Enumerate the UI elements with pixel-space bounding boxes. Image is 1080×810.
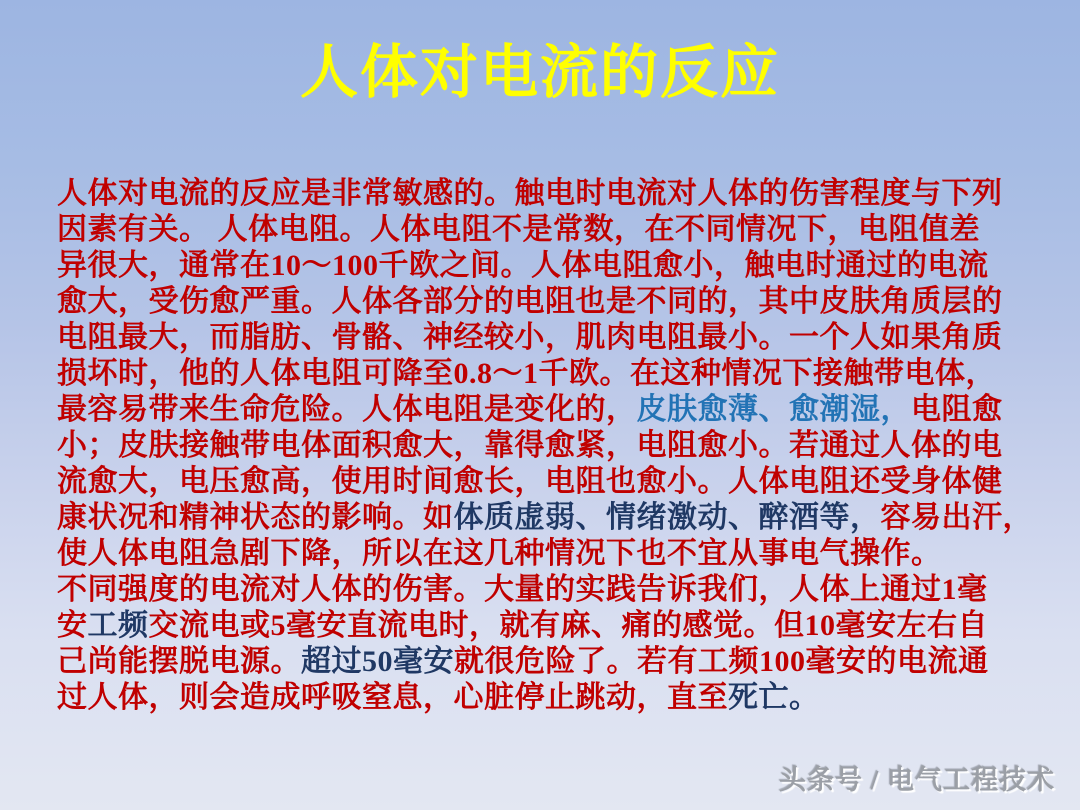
text-line (57, 212, 1025, 248)
text-line (57, 428, 1025, 464)
text-line (57, 680, 1025, 716)
text-segment: 过人体，则会造成呼吸窒息，心脏停止跳动，直至 (57, 681, 728, 714)
text-segment: 小；皮肤接触带电体面积愈大，靠得愈紧，电阻愈小。若通过人体的电 (57, 429, 1003, 462)
text-line (57, 356, 1025, 392)
watermark: 头条号 / 电气工程技术 (778, 765, 1055, 795)
text-line (57, 392, 1025, 428)
text-segment: 皮肤愈薄、愈潮湿， (636, 393, 911, 426)
text-line (57, 320, 1025, 356)
text-segment: 死亡。 (728, 681, 820, 714)
text-line (57, 284, 1025, 320)
body-text (57, 176, 1033, 716)
text-segment: 安 (57, 609, 88, 642)
text-segment: 交流电或5毫安直流电时，就有麻、痛的感觉。但10毫安左右自 (148, 609, 988, 642)
text-segment: 超过50毫安 (301, 645, 454, 678)
text-segment: 工频 (87, 609, 149, 642)
text-segment: 电阻愈 (911, 393, 1003, 426)
text-segment: 不同强度的电流对人体的伤害。大量的实践告诉我们，人体上通过1毫 (57, 573, 988, 606)
slide-title: 人体对电流的反应 (299, 40, 780, 105)
text-line (57, 644, 1025, 680)
text-line (57, 536, 1025, 572)
text-segment: 流愈大，电压愈高，使用时间愈长，电阻也愈小。人体电阻还受身体健 (57, 465, 1003, 498)
text-line (57, 500, 1033, 536)
text-segment: 因素有关。 人体电阻。人体电阻不是常数，在不同情况下，电阻值差 (57, 213, 980, 246)
text-segment: 愈大，受伤愈严重。人体各部分的电阻也是不同的，其中皮肤角质层的 (57, 285, 1003, 318)
text-segment: 己尚能摆脱电源。 (57, 645, 301, 678)
text-segment: 使人体电阻急剧下降，所以在这几种情况下也不宜从事电气操作。 (57, 537, 942, 570)
text-segment: 异很大，通常在10～100千欧之间。人体电阻愈小，触电时通过的电流 (57, 249, 989, 282)
text-segment: 人体对电流的反应是非常敏感的。触电时电流对人体的伤害程度与下列 (57, 177, 1003, 210)
text-segment: 就很危险了。若有工频100毫安的电流通 (454, 645, 989, 678)
text-line (57, 464, 1025, 500)
text-segment: 损坏时，他的人体电阻可降至0.8～1千欧。在这种情况下接触带电体， (57, 357, 996, 390)
text-segment: 容易出汗， (880, 501, 1033, 534)
text-segment: 最容易带来生命危险。人体电阻是变化的， (57, 393, 637, 426)
text-segment: 电阻最大，而脂肪、骨骼、神经较小，肌肉电阻最小。一个人如果角质 (57, 321, 1003, 354)
text-segment: 体质虚弱、情绪激动、醉酒等， (453, 501, 881, 534)
text-line (57, 176, 1025, 212)
text-line (57, 572, 1025, 608)
text-line (57, 608, 1025, 644)
text-segment: 康状况和精神状态的影响。如 (57, 501, 454, 534)
text-line (57, 248, 1025, 284)
